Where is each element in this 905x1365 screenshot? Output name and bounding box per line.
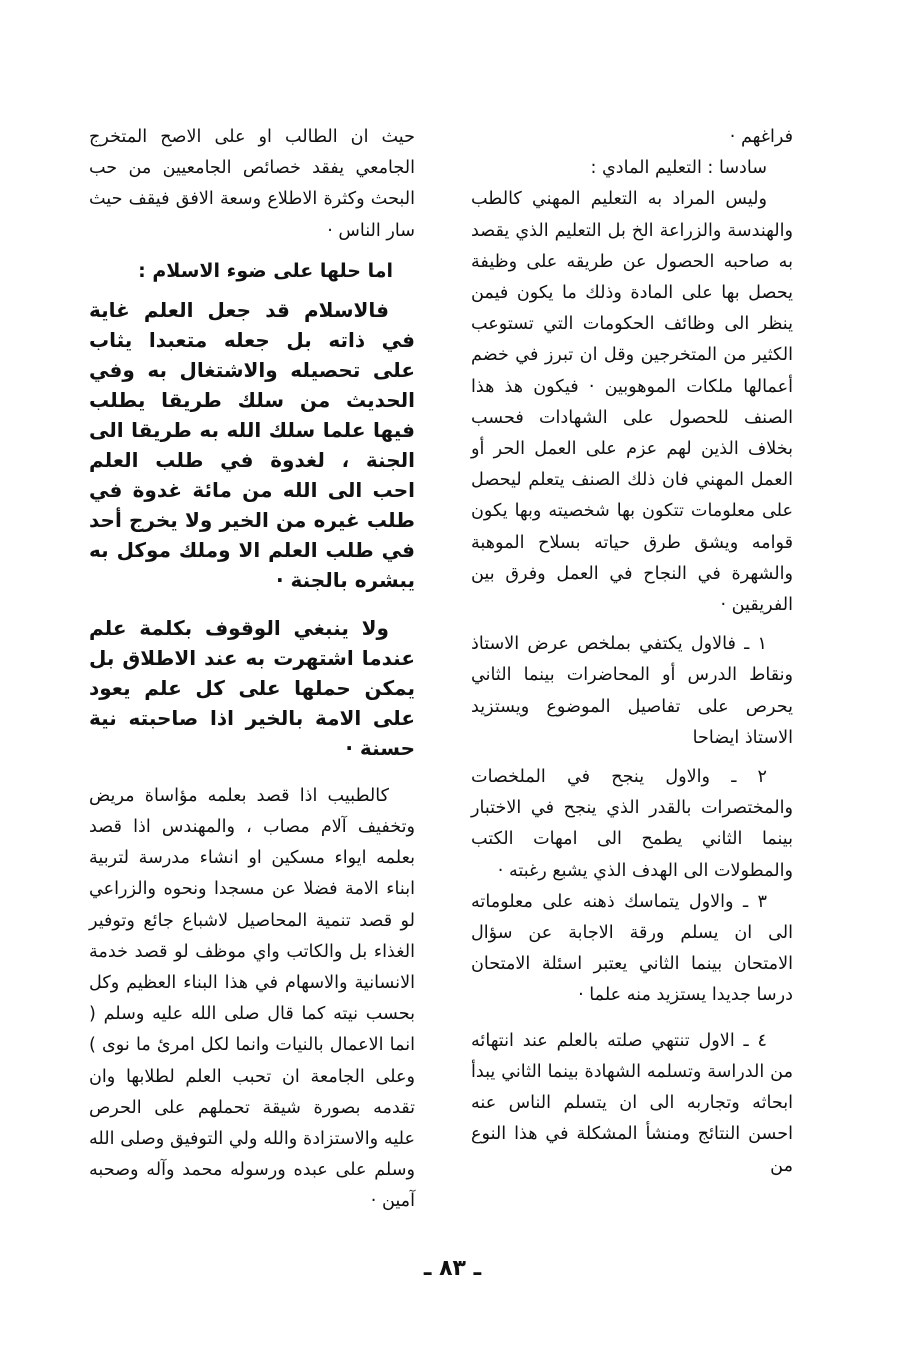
- spacer: [471, 754, 793, 762]
- paragraph: وليس المراد به التعليم المهني كالطب والهندسة والزراعة الخ بل التعليم الذي يقصد به صاحبه الحصول عن طريقه على وظيفة يحصل بها على المادة وذلك ما يكون فيمن ينظر الى وظائف الحكومات التي تستوعب الكثير من المتخرجين وقل ان تبرز في خضم أعمالها ملكات الموهوبين · فيكون هذ هذا الصنف للحصول على الشهادات فحسب بخلاف الذين لهم عزم على العمل الحر أو العمل المهني فان ذلك الصنف يتعلم ليحصل على معلومات تتكون بها شخصيته وبها يكون قوامه ويشق طرق حياته بسلاح الموهبة والشهرة في النجاح في العمل وفرق بين الفريقين ·: [471, 189, 793, 616]
- list-item: ٢ ـ والاول ينجح في الملخصات والمختصرات بالقدر الذي ينجح في الاختبار بينما الثاني يطمح الى امهات الكتب والمطولات الى الهدف الذي يشبع رغبته ·: [471, 767, 793, 881]
- list-item: ١ ـ فالاول يكتفي بملخص عرض الاستاذ ونقاط الدرس أو المحاضرات بينما الثاني يحرص على تفاصيل الموضوع ويستزيد الاستاذ ايضاحا: [471, 634, 793, 748]
- paragraph: فراغهم ·: [729, 127, 793, 147]
- page-number: ـ ٨٣ ـ: [423, 1256, 482, 1281]
- bold-paragraph: فالاسلام قد جعل العلم غاية في ذاته بل جعله متعبدا يثاب على تحصيله والاشتغال به وفي الحديث من سلك طريقا يطلب فيها علما سلك الله به طريقا الى الجنة ، لغدوة في طلب العلم احب الى الله من مائة غدوة في طلب غيره من الخير ولا يخرج أحد في طلب العلم الا وملك موكل به يبشره بالجنة ·: [89, 297, 415, 592]
- left-column: [89, 122, 415, 1218]
- spacer: [471, 1012, 793, 1026]
- right-column: [471, 122, 793, 1182]
- section-heading: سادسا : التعليم المادي :: [590, 158, 767, 179]
- list-item: ٤ ـ الاول تنتهي صلته بالعلم عند انتهائه من الدراسة وتسلمه الشهادة بينما الثاني يبدأ ابحاثه وتجاربه الى ان يتسلم الناس عنه احسن النتائج ومنشأ المشكلة في هذا النوع من: [471, 1030, 793, 1176]
- paragraph: كالطبيب اذا قصد بعلمه مؤاساة مريض وتخفيف آلام مصاب ، والمهندس اذا قصد بعلمه ايواء مسكين او انشاء مدرسة لتربية ابناء الامة فضلا عن مسجدا ونحوه والزراعي لو قصد تنمية المحاصيل لاشباع جائع وتوفير الغذاء بل والكاتب واي موظف لو قصد خدمة الانسانية والاسهام في هذا البناء العظيم وكل بحسب نيته كما قال صلى الله عليه وسلم ( انما الاعمال بالنيات وانما لكل امرئ ما نوى ) وعلى الجامعة ان تحبب العلم لطلابها وان تقدمه بصورة شيقة تحملهم على الحرص عليه والاستزادة والله ولي التوفيق وصلى الله وسلم على عبده ورسوله محمد وآله وصحبه آمين ·: [89, 785, 415, 1212]
- paragraph: حيث ان الطالب او على الاصح المتخرج الجامعي يفقد خصائص الجامعيين من حب البحث وكثرة الاطلاع وسعة الافق فيقف حيث سار الناس ·: [89, 127, 415, 241]
- bold-paragraph: ولا ينبغي الوقوف بكلمة علم عندما اشتهرت به عند الاطلاق بل يمكن حملها على كل علم يعود على الامة بالخير اذا صاحبته نية حسنة ·: [89, 615, 415, 760]
- spacer: [471, 621, 793, 629]
- section-heading: اما حلها على ضوء الاسلام :: [138, 259, 393, 282]
- list-item: ٣ ـ والاول يتماسك ذهنه على معلوماته الى ان يسلم ورقة الاجابة عن سؤال الامتحان بينما الثاني يعتبر اسئلة الامتحان درسا جديدا يستزيد منه علما ·: [471, 891, 793, 1006]
